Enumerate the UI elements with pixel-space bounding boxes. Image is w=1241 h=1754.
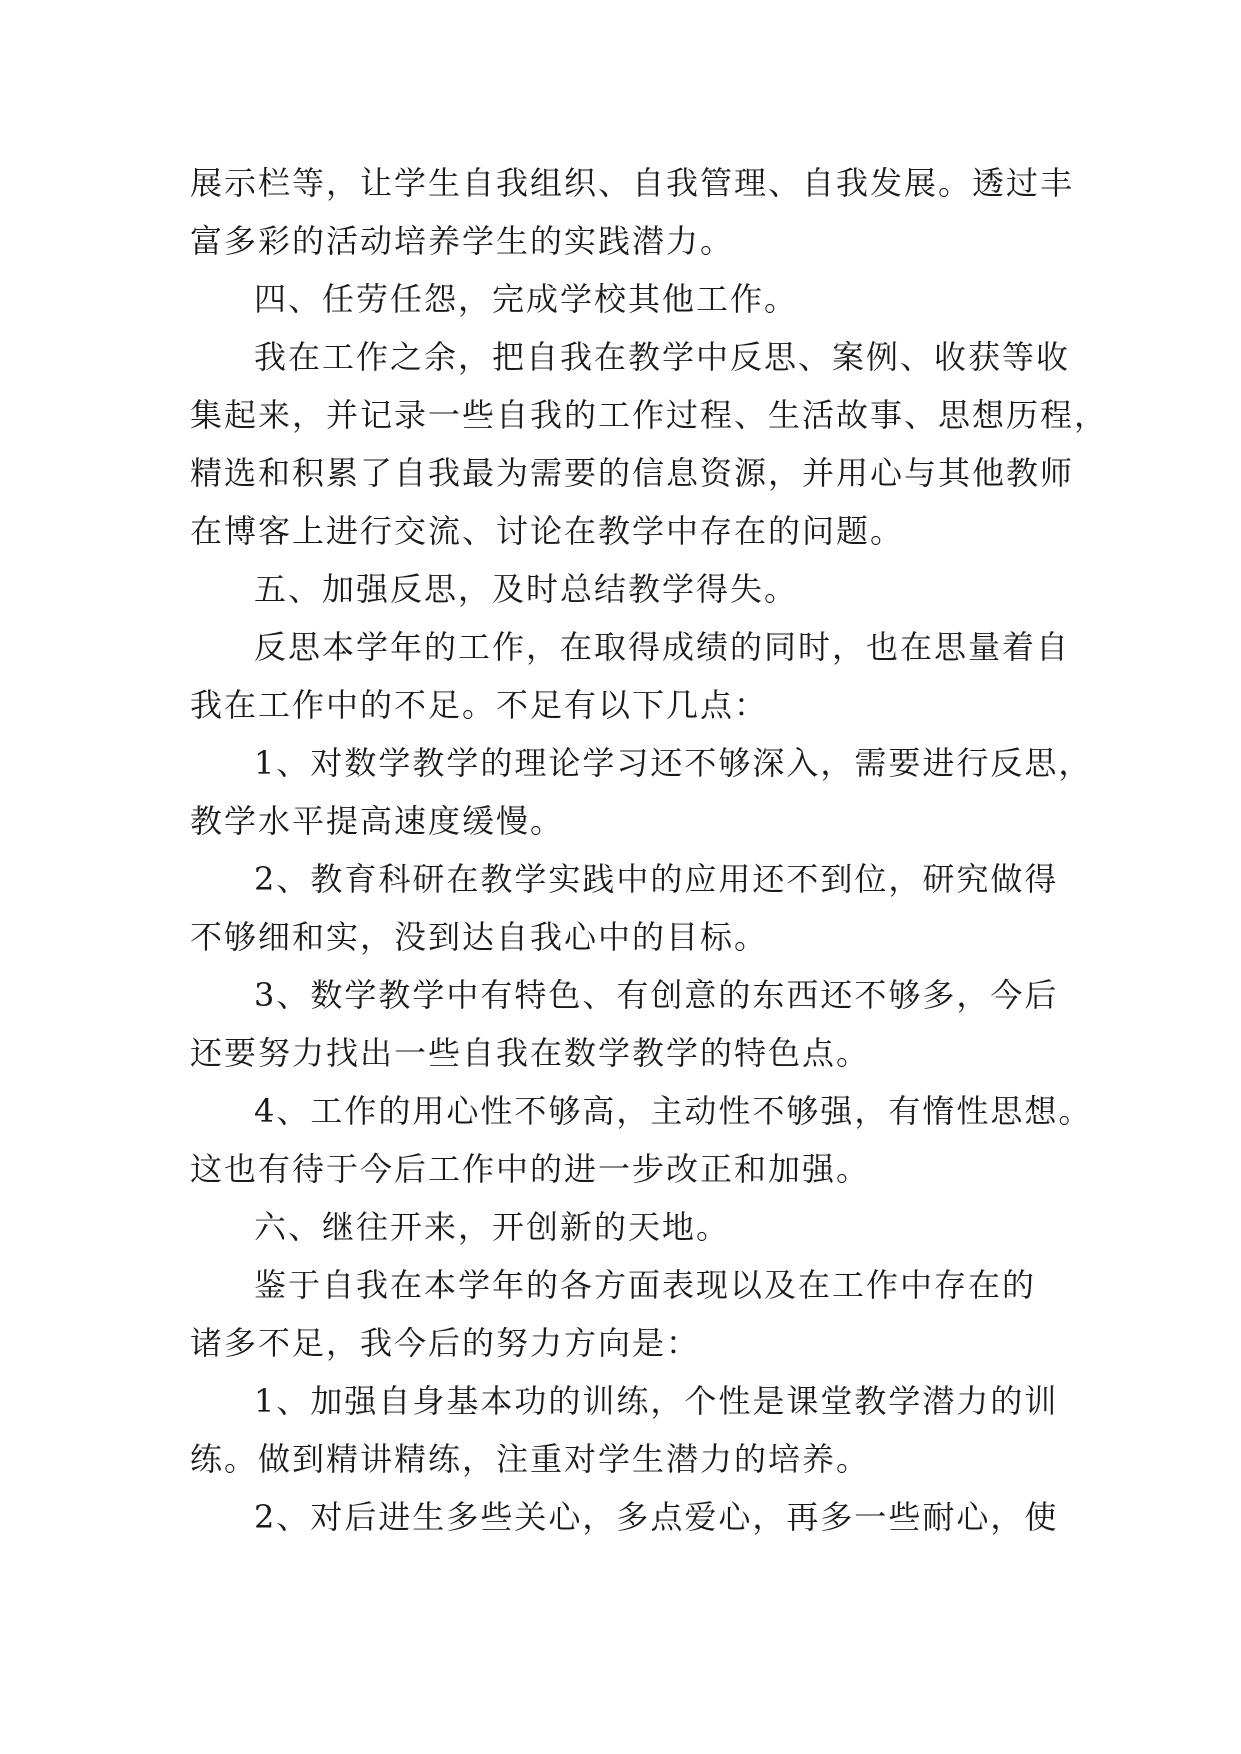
text-line: 不够细和实，没到达自我心中的目标。	[190, 918, 769, 956]
text-line: 五、加强反思，及时总结教学得失。	[254, 570, 799, 608]
text-line: 展示栏等，让学生自我组织、自我管理、自我发展。透过丰	[190, 164, 1075, 202]
text-line: 练。做到精讲精练，注重对学生潜力的培养。	[190, 1440, 871, 1478]
text-line: 这也有待于今后工作中的进一步改正和加强。	[190, 1150, 871, 1188]
text-line: 2、对后进生多些关心，多点爱心，再多一些耐心，使	[254, 1498, 1059, 1536]
text-line: 富多彩的活动培养学生的实践潜力。	[190, 222, 735, 260]
text-line: 1、对数学教学的理论学习还不够深入，需要进行反思，	[254, 744, 1093, 782]
text-line: 还要努力找出一些自我在数学教学的特色点。	[190, 1034, 871, 1072]
text-line: 集起来，并记录一些自我的工作过程、生活故事、思想历程，	[190, 396, 1109, 434]
text-line: 在博客上进行交流、讨论在教学中存在的问题。	[190, 512, 905, 550]
text-line: 六、继往开来，开创新的天地。	[254, 1208, 731, 1246]
text-line: 鉴于自我在本学年的各方面表现以及在工作中存在的	[254, 1266, 1037, 1304]
text-line: 4、工作的用心性不够高，主动性不够强，有惰性思想。	[254, 1092, 1093, 1130]
text-line: 我在工作中的不足。不足有以下几点：	[190, 686, 769, 724]
text-line: 2、教育科研在教学实践中的应用还不到位，研究做得	[254, 860, 1059, 898]
text-line: 1、加强自身基本功的训练，个性是课堂教学潜力的训	[254, 1382, 1059, 1420]
text-line: 诸多不足，我今后的努力方向是：	[190, 1324, 701, 1362]
text-line: 精选和积累了自我最为需要的信息资源，并用心与其他教师	[190, 454, 1075, 492]
text-line: 反思本学年的工作，在取得成绩的同时，也在思量着自	[254, 628, 1071, 666]
text-line: 教学水平提高速度缓慢。	[190, 802, 565, 840]
text-line: 我在工作之余，把自我在教学中反思、案例、收获等收	[254, 338, 1071, 376]
text-line: 3、数学教学中有特色、有创意的东西还不够多，今后	[254, 976, 1059, 1014]
text-line: 四、任劳任怨，完成学校其他工作。	[254, 280, 799, 318]
body-text	[190, 154, 1109, 1546]
